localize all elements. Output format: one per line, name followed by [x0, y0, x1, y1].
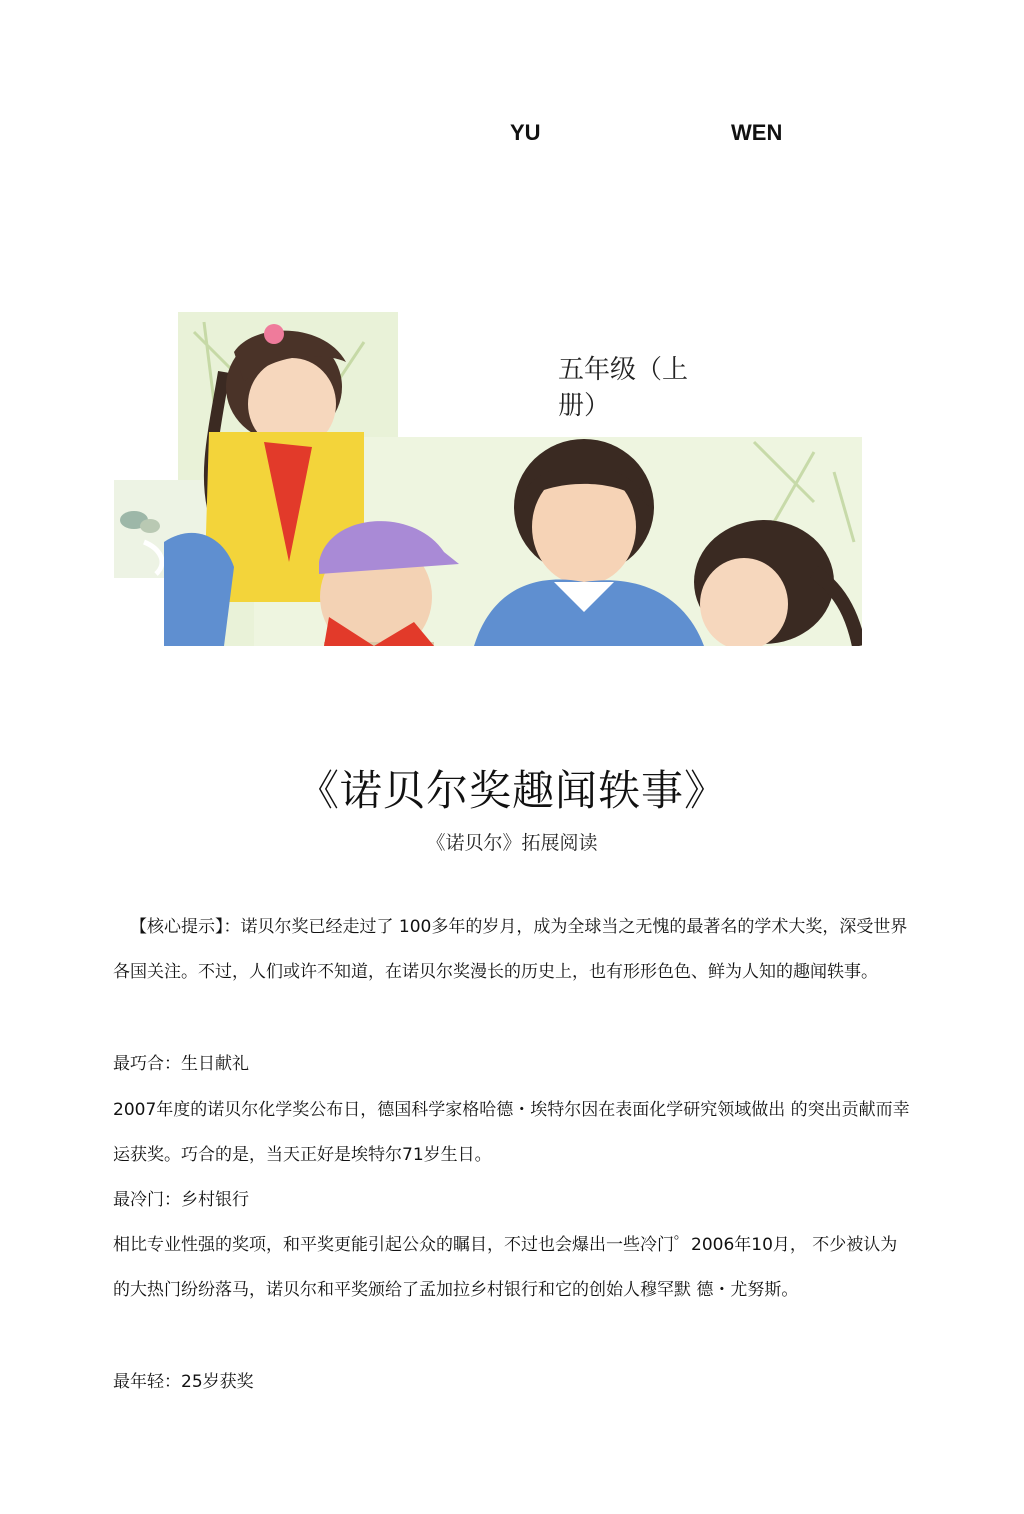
section-heading-unpopular: 最冷门：乡村银行	[113, 1190, 249, 1210]
page-title: 《诺贝尔奖趣闻轶事》	[296, 766, 727, 815]
intro-paragraph	[113, 905, 913, 995]
grade-label: 五年级（上册）	[558, 355, 689, 421]
intro-label: 【核心提示】	[130, 917, 224, 937]
section-text-coincidence: 2007年度的诺贝尔化学奖公布日，德国科学家格哈德・埃特尔因在表面化学研究领域做出 的突出贡献而幸运获奖。巧合的是，当天正好是埃特尔71岁生日。	[113, 1100, 910, 1165]
section-heading-coincidence: 最巧合：生日献礼	[113, 1054, 249, 1074]
pinyin-yu: YU	[510, 120, 541, 145]
intro-text: ：诺贝尔奖已经走过了 100多年的岁月，成为全球当之无愧的最著名的学术大奖，深受世界各国关注。不过，人们或许不知道，在诺贝尔奖漫长的历史上，也有形形色色、鲜为人知的趣闻轶事。	[113, 917, 908, 982]
section-heading-youngest: 最年轻：25岁获奖	[113, 1372, 254, 1392]
pinyin-wen: WEN	[731, 120, 783, 145]
cover-illustration	[114, 312, 862, 646]
page-subtitle: 《诺贝尔》拓展阅读	[426, 832, 598, 854]
section-text-unpopular: 相比专业性强的奖项，和平奖更能引起公众的瞩目，不过也会爆出一些冷门゜2006年10月， 不少被认为的大热门纷纷落马，诺贝尔和平奖颁给了孟加拉乡村银行和它的创始人穆罕默 德・尤努斯。	[113, 1235, 898, 1300]
